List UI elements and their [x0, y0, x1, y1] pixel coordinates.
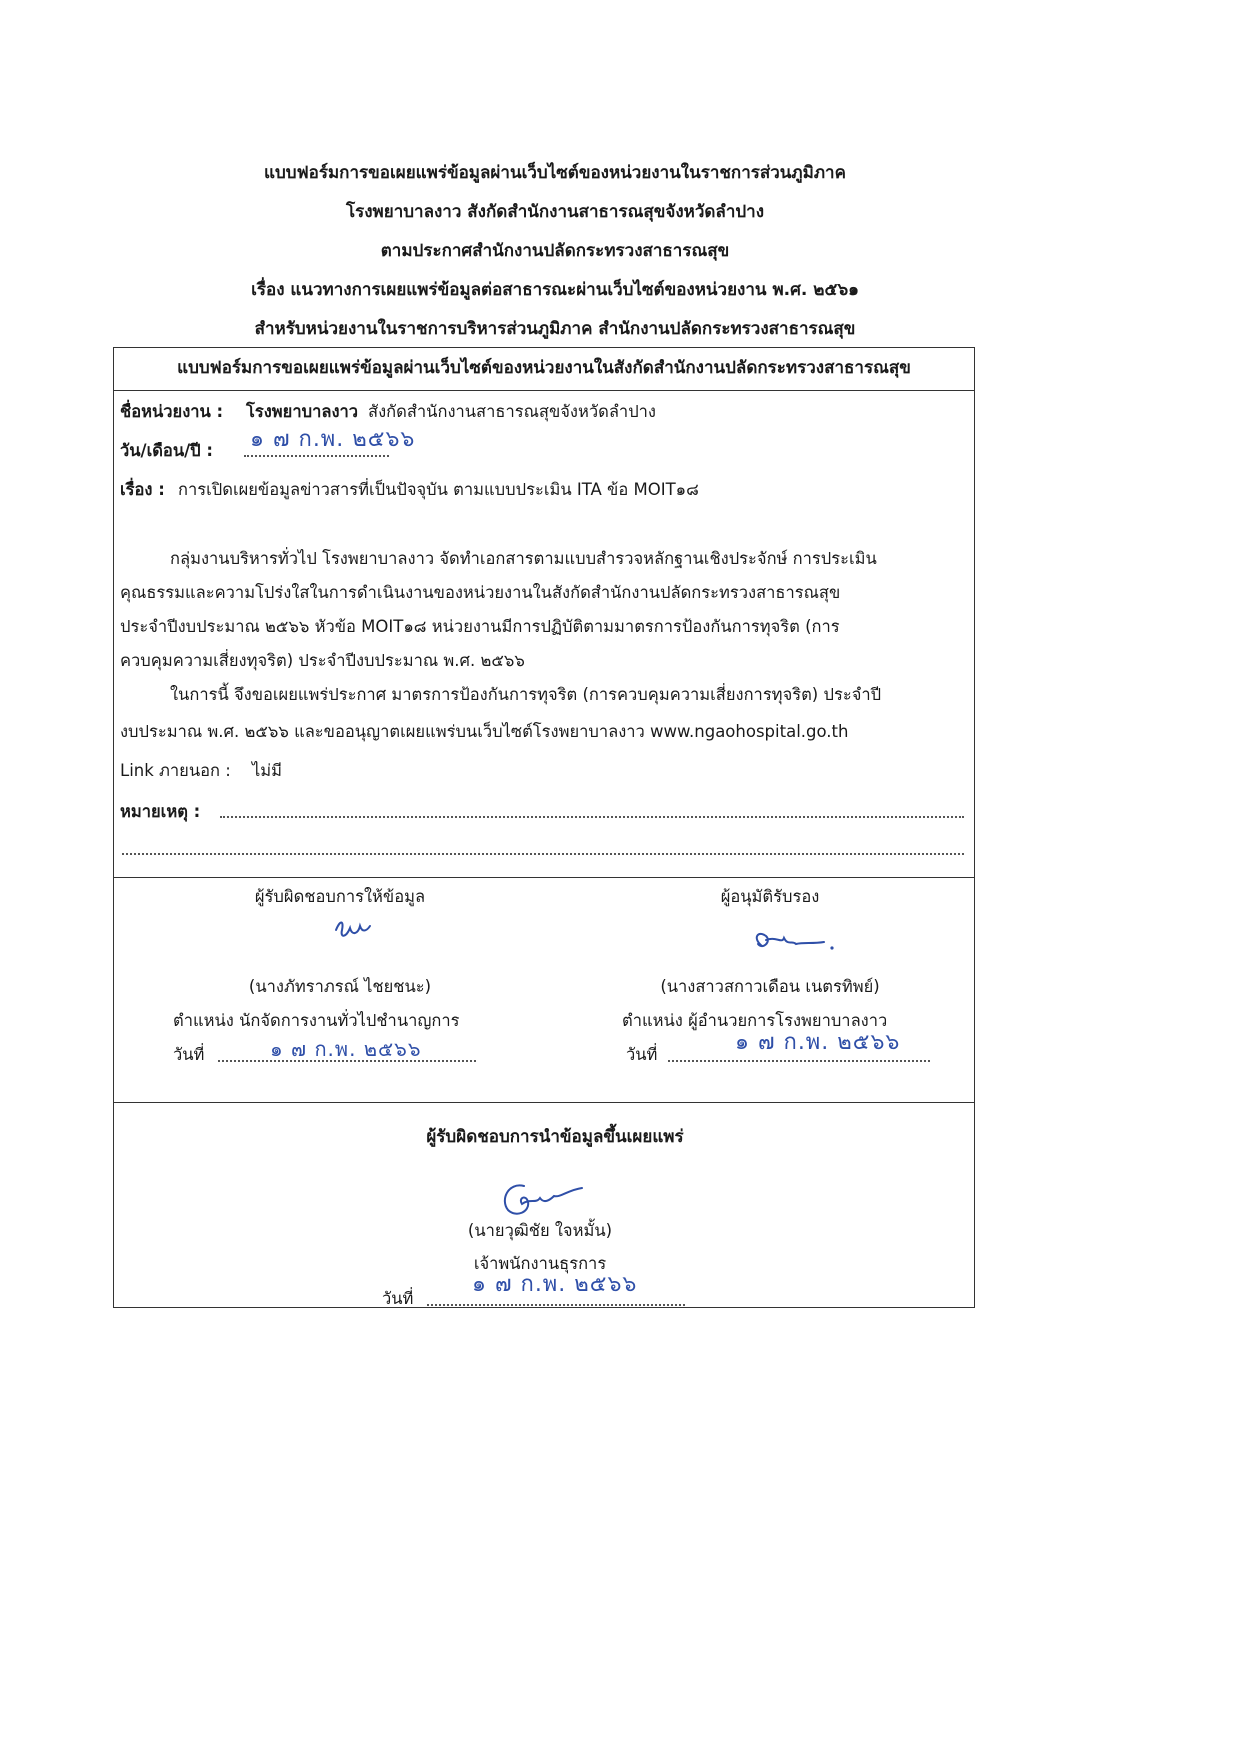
- subject-label: เรื่อง :: [120, 480, 165, 499]
- link-label: Link ภายนอก :: [120, 761, 231, 780]
- date-handwritten: ๑ ๗ ก.พ. ๒๕๖๖: [250, 427, 416, 452]
- paragraph-line-2: คุณธรรมและความโปร่งใสในการดำเนินงานของหน่วยงานในสังกัดสำนักงานปลัดกระทรวงสาธารณสุข: [120, 583, 841, 602]
- paragraph-line-5: ในการนี้ จึงขอเผยแพร่ประกาศ มาตรการป้องกันการทุจริต (การควบคุมความเสี่ยงการทุจริต) ประจำปี: [170, 685, 882, 704]
- note-dotted-line-2: [122, 853, 964, 855]
- publisher-signature: [494, 1176, 594, 1222]
- publisher-date-dotted-line: [427, 1304, 685, 1306]
- note-dotted-line-1: [220, 816, 964, 818]
- header-line-2: โรงพยาบาลงาว สังกัดสำนักงานสาธารณสุขจังหวัดลำปาง: [345, 202, 765, 222]
- form-title: แบบฟอร์มการขอเผยแพร่ข้อมูลผ่านเว็บไซต์ของหน่วยงานในสังกัดสำนักงานปลัดกระทรวงสาธารณสุข: [177, 358, 911, 378]
- subject-value: การเปิดเผยข้อมูลข่าวสารที่เป็นปัจจุบัน ตามแบบประเมิน ITA ข้อ MOIT๑๘: [178, 480, 699, 499]
- left-signature: [330, 912, 380, 948]
- left-position: ตำแหน่ง นักจัดการงานทั่วไปชำนาญการ: [173, 1011, 460, 1030]
- right-signature: [748, 926, 838, 960]
- note-label: หมายเหตุ :: [120, 802, 201, 821]
- right-date-dotted-line: [668, 1060, 930, 1062]
- right-date-label: วันที่: [626, 1045, 658, 1064]
- date-dotted-line: [244, 455, 389, 457]
- form-title-divider: [113, 390, 975, 391]
- link-value: ไม่มี: [252, 761, 283, 780]
- right-name: (นางสาวสกาวเดือน เนตรทิพย์): [660, 977, 880, 996]
- paragraph-line-1: กลุ่มงานบริหารทั่วไป โรงพยาบาลงาว จัดทำเอกสารตามแบบสำรวจหลักฐานเชิงประจักษ์ การประเมิน: [170, 549, 877, 568]
- unit-affiliation: สังกัดสำนักงานสาธารณสุขจังหวัดลำปาง: [368, 402, 656, 421]
- header-line-5: สำหรับหน่วยงานในราชการบริหารส่วนภูมิภาค สำนักงานปลัดกระทรวงสาธารณสุข: [254, 319, 856, 339]
- header-line-3: ตามประกาศสำนักงานปลัดกระทรวงสาธารณสุข: [380, 241, 730, 261]
- publisher-position: เจ้าพนักงานธุรการ: [473, 1254, 607, 1273]
- left-role: ผู้รับผิดชอบการให้ข้อมูล: [254, 887, 426, 906]
- date-label: วัน/เดือน/ปี :: [120, 441, 213, 460]
- publisher-date-label: วันที่: [382, 1289, 414, 1308]
- paragraph-line-4: ควบคุมความเสี่ยงทุจริต) ประจำปีงบประมาณ พ.ศ. ๒๕๖๖: [120, 651, 525, 670]
- unit-name: โรงพยาบาลงาว: [246, 402, 359, 421]
- paragraph-line-6: งบประมาณ พ.ศ. ๒๕๖๖ และขออนุญาตเผยแพร่บนเว็บไซต์โรงพยาบาลงาว www.ngaohospital.go.th: [120, 722, 849, 741]
- left-date-label: วันที่: [173, 1045, 205, 1064]
- signatures-divider: [113, 1102, 975, 1103]
- right-date-handwritten: ๑ ๗ ก.พ. ๒๕๖๖: [735, 1030, 901, 1055]
- form-body-divider: [113, 877, 975, 878]
- left-date-handwritten: ๑ ๗ ก.พ. ๒๕๖๖: [270, 1037, 422, 1061]
- unit-label: ชื่อหน่วยงาน :: [120, 402, 224, 421]
- publisher-name: (นายวุฒิชัย ใจหมั้น): [467, 1221, 613, 1240]
- header-line-4: เรื่อง แนวทางการเผยแพร่ข้อมูลต่อสาธารณะผ่านเว็บไซต์ของหน่วยงาน พ.ศ. ๒๕๖๑: [251, 280, 859, 300]
- publisher-date-handwritten: ๑ ๗ ก.พ. ๒๕๖๖: [472, 1272, 638, 1297]
- right-position: ตำแหน่ง ผู้อำนวยการโรงพยาบาลงาว: [622, 1011, 888, 1030]
- paragraph-line-3: ประจำปีงบประมาณ ๒๕๖๖ หัวข้อ MOIT๑๘ หน่วยงานมีการปฏิบัติตามมาตรการป้องกันการทุจริต (การ: [120, 617, 840, 636]
- left-name: (นางภัทราภรณ์ ไชยชนะ): [248, 977, 432, 996]
- header-line-1: แบบฟอร์มการขอเผยแพร่ข้อมูลผ่านเว็บไซต์ของหน่วยงานในราชการส่วนภูมิภาค: [264, 163, 846, 183]
- right-role: ผู้อนุมัติรับรอง: [720, 887, 820, 906]
- publisher-role: ผู้รับผิดชอบการนำข้อมูลขึ้นเผยแพร่: [426, 1127, 684, 1147]
